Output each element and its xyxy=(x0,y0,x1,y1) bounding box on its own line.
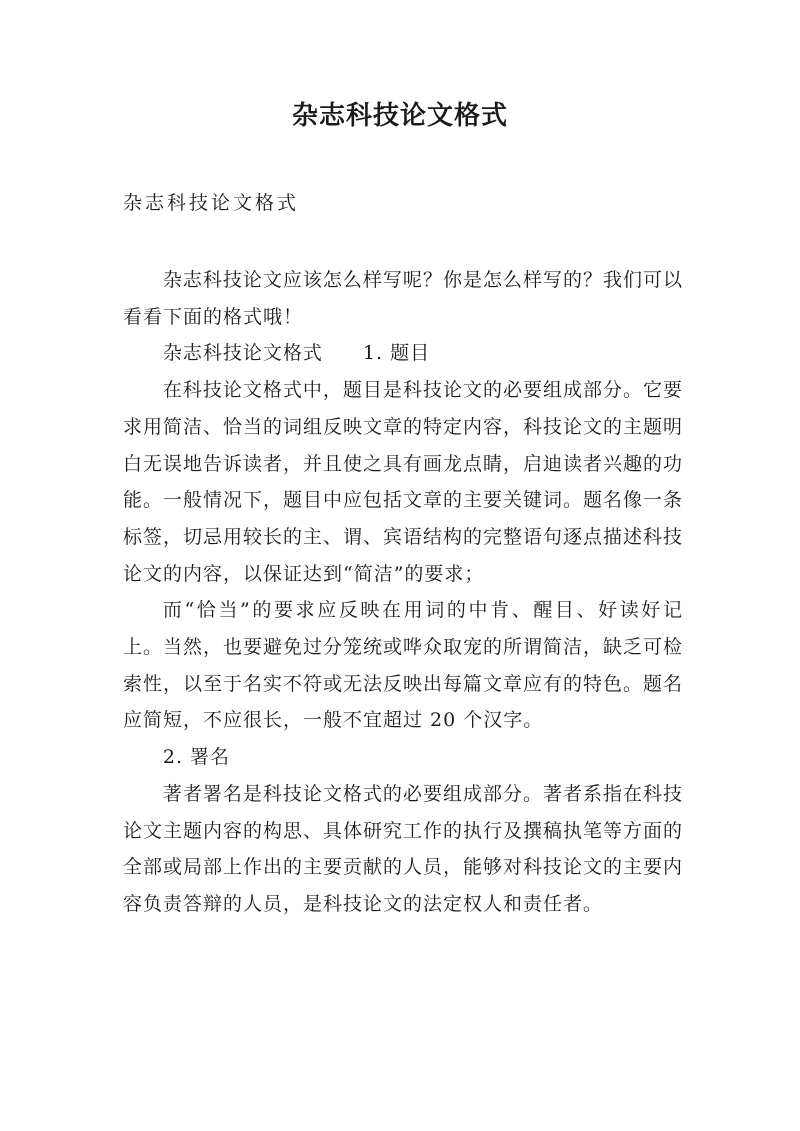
section-1-heading xyxy=(123,335,683,372)
title-paragraph-1: 在科技论文格式中，题目是科技论文的必要组成部分。它要求用简洁、恰当的词组反映文章的特定内容，科技论文的主题明白无误地告诉读者，并且使之具有画龙点睛，启迪读者兴趣的功能。一般情况下，题目中应包括文章的主要关键词。题名像一条标签，切忌用较长的主、谓、宾语结构的完整语句逐点描述科技论文的内容，以保证达到“简洁”的要求； xyxy=(123,379,684,585)
document-subtitle: 杂志科技论文格式 xyxy=(123,192,300,214)
section-2-heading: 2. 署名 xyxy=(162,746,231,769)
section-1-prefix: 杂志科技论文格式 xyxy=(162,342,323,365)
document-body xyxy=(123,262,683,923)
intro-paragraph: 杂志科技论文应该怎么样写呢？你是怎么样写的？我们可以看看下面的格式哦！ xyxy=(123,269,683,328)
author-paragraph: 著者署名是科技论文格式的必要组成部分。著者系指在科技论文主题内容的构思、具体研究工作的执行及撰稿执笔等方面的全部或局部上作出的主要贡献的人员，能够对科技论文的主要内容负责答辩的人员，是科技论文的法定权人和责任者。 xyxy=(123,782,684,915)
document-title: 杂志科技论文格式 xyxy=(291,101,508,131)
title-paragraph-2: 而“恰当”的要求应反映在用词的中肯、醒目、好读好记上。当然，也要避免过分笼统或哗众取宠的所谓简洁，缺乏可检索性，以至于名实不符或无法反映出每篇文章应有的特色。题名应简短，不应很长，一般不宜超过 20 个汉字。 xyxy=(123,599,684,732)
section-1-label: 1. 题目 xyxy=(362,342,431,365)
